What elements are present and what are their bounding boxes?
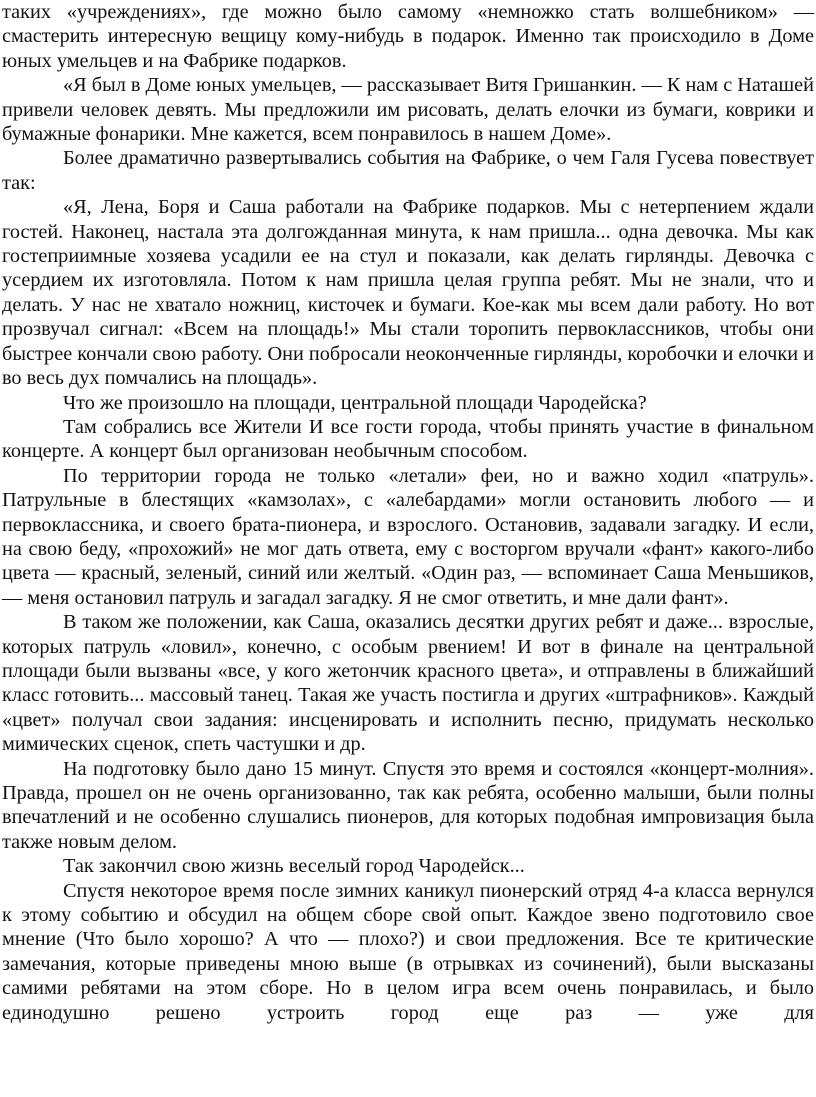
paragraph-6: Там собрались все Жители И все гости города, чтобы принять участие в финальном концерте. А концерт был организован необычным способом. <box>2 415 814 463</box>
paragraph-9: На подготовку было дано 15 минут. Спустя это время и состоялся «концерт-молния». Правда, прошел он не очень организованно, так как ребята, особенно малыши, были полны впечатлений и не особенно слушались пионеров, для которых подобная импровизация была также новым делом. <box>2 757 814 853</box>
paragraph-11: Спустя некоторое время после зимних каникул пионерский отряд 4-а класса вернулся к этому событию и обсудил на общем сборе свой опыт. Каждое звено подготовило свое мнение (Что было хорошо? А что — плохо?) и свои предложения. Все те критические замечания, которые приведены мною выше (в отрывках из сочинений), были высказаны самими ребятами на этом сборе. Но в целом игра всем очень понравилась, и было единодушно решено устроить город еще раз — уже для <box>2 879 814 1024</box>
paragraph-8: В таком же положении, как Саша, оказались десятки других ребят и даже... взрослые, которых патруль «ловил», конечно, с особым рвением! И вот в финале на центральной площади были вызваны «все, у кого жетончик красного цвета», и отправлены в ближайший класс готовить... массовый танец. Такая же участь постигла и других «штрафников». Каждый «цвет» получал свои задания: инсценировать и исполнить песню, придумать несколько мимических сценок, спеть частушки и др. <box>2 611 814 756</box>
paragraph-1: таких «учреждениях», где можно было самому «немножко стать волшебником» — смастерить интересную вещицу кому-нибудь в подарок. Именно так происходило в Доме юных умельцев и на Фабрике подарков. <box>2 1 814 72</box>
paragraph-7: По территории города не только «летали» феи, но и важно ходил «патруль». Патрульные в блестящих «камзолах», с «алебардами» могли остановить любого — и первоклассника, и своего брата-пионера, и взрослого. Остановив, задавали загадку. И если, на свою беду, «прохожий» не мог дать ответа, ему с восторгом вручали «фант» какого-либо цвета — красный, зеленый, синий или желтый. «Один раз, — вспоминает Саша Меньшиков, — меня остановил патруль и загадал загадку. Я не смог ответить, и мне дали фант». <box>2 464 814 609</box>
paragraph-5: Что же произошло на площади, центральной площади Чародейска? <box>63 391 647 414</box>
paragraph-4: «Я, Лена, Боря и Саша работали на Фабрике подарков. Мы с нетерпением ждали гостей. Наконец, настала эта долгожданная минута, к нам пришла... одна девочка. Мы как гостеприимные хозяева усадили ее на стул и показали, как делать гирлянды. Девочка с усердием их изготовляла. Потом к нам пришла целая группа ребят. Мы не знали, что и делать. У нас не хватало ножниц, кисточек и бумаги. Кое-как мы всем дали работу. Но вот прозвучал сигнал: «Всем на площадь!» Мы стали торопить первоклассников, чтобы они быстрее кончали свою работу. Они побросали неоконченные гирлянды, коробочки и елочки и во весь дух помчались на площадь». <box>2 196 815 390</box>
paragraph-2: «Я был в Доме юных умельцев, — рассказывает Витя Гришанкин. — К нам с Наташей привели человек девять. Мы предложили им рисовать, делать елочки из бумаги, коврики и бумажные фонарики. Мне кажется, всем понравилось в нашем Доме». <box>2 74 814 146</box>
paragraph-10: Так закончил свою жизнь веселый город Чародейск... <box>63 855 525 878</box>
paragraph-3: Более драматично развертывались события на Фабрике, о чем Галя Гусева повествует так: <box>2 147 814 194</box>
